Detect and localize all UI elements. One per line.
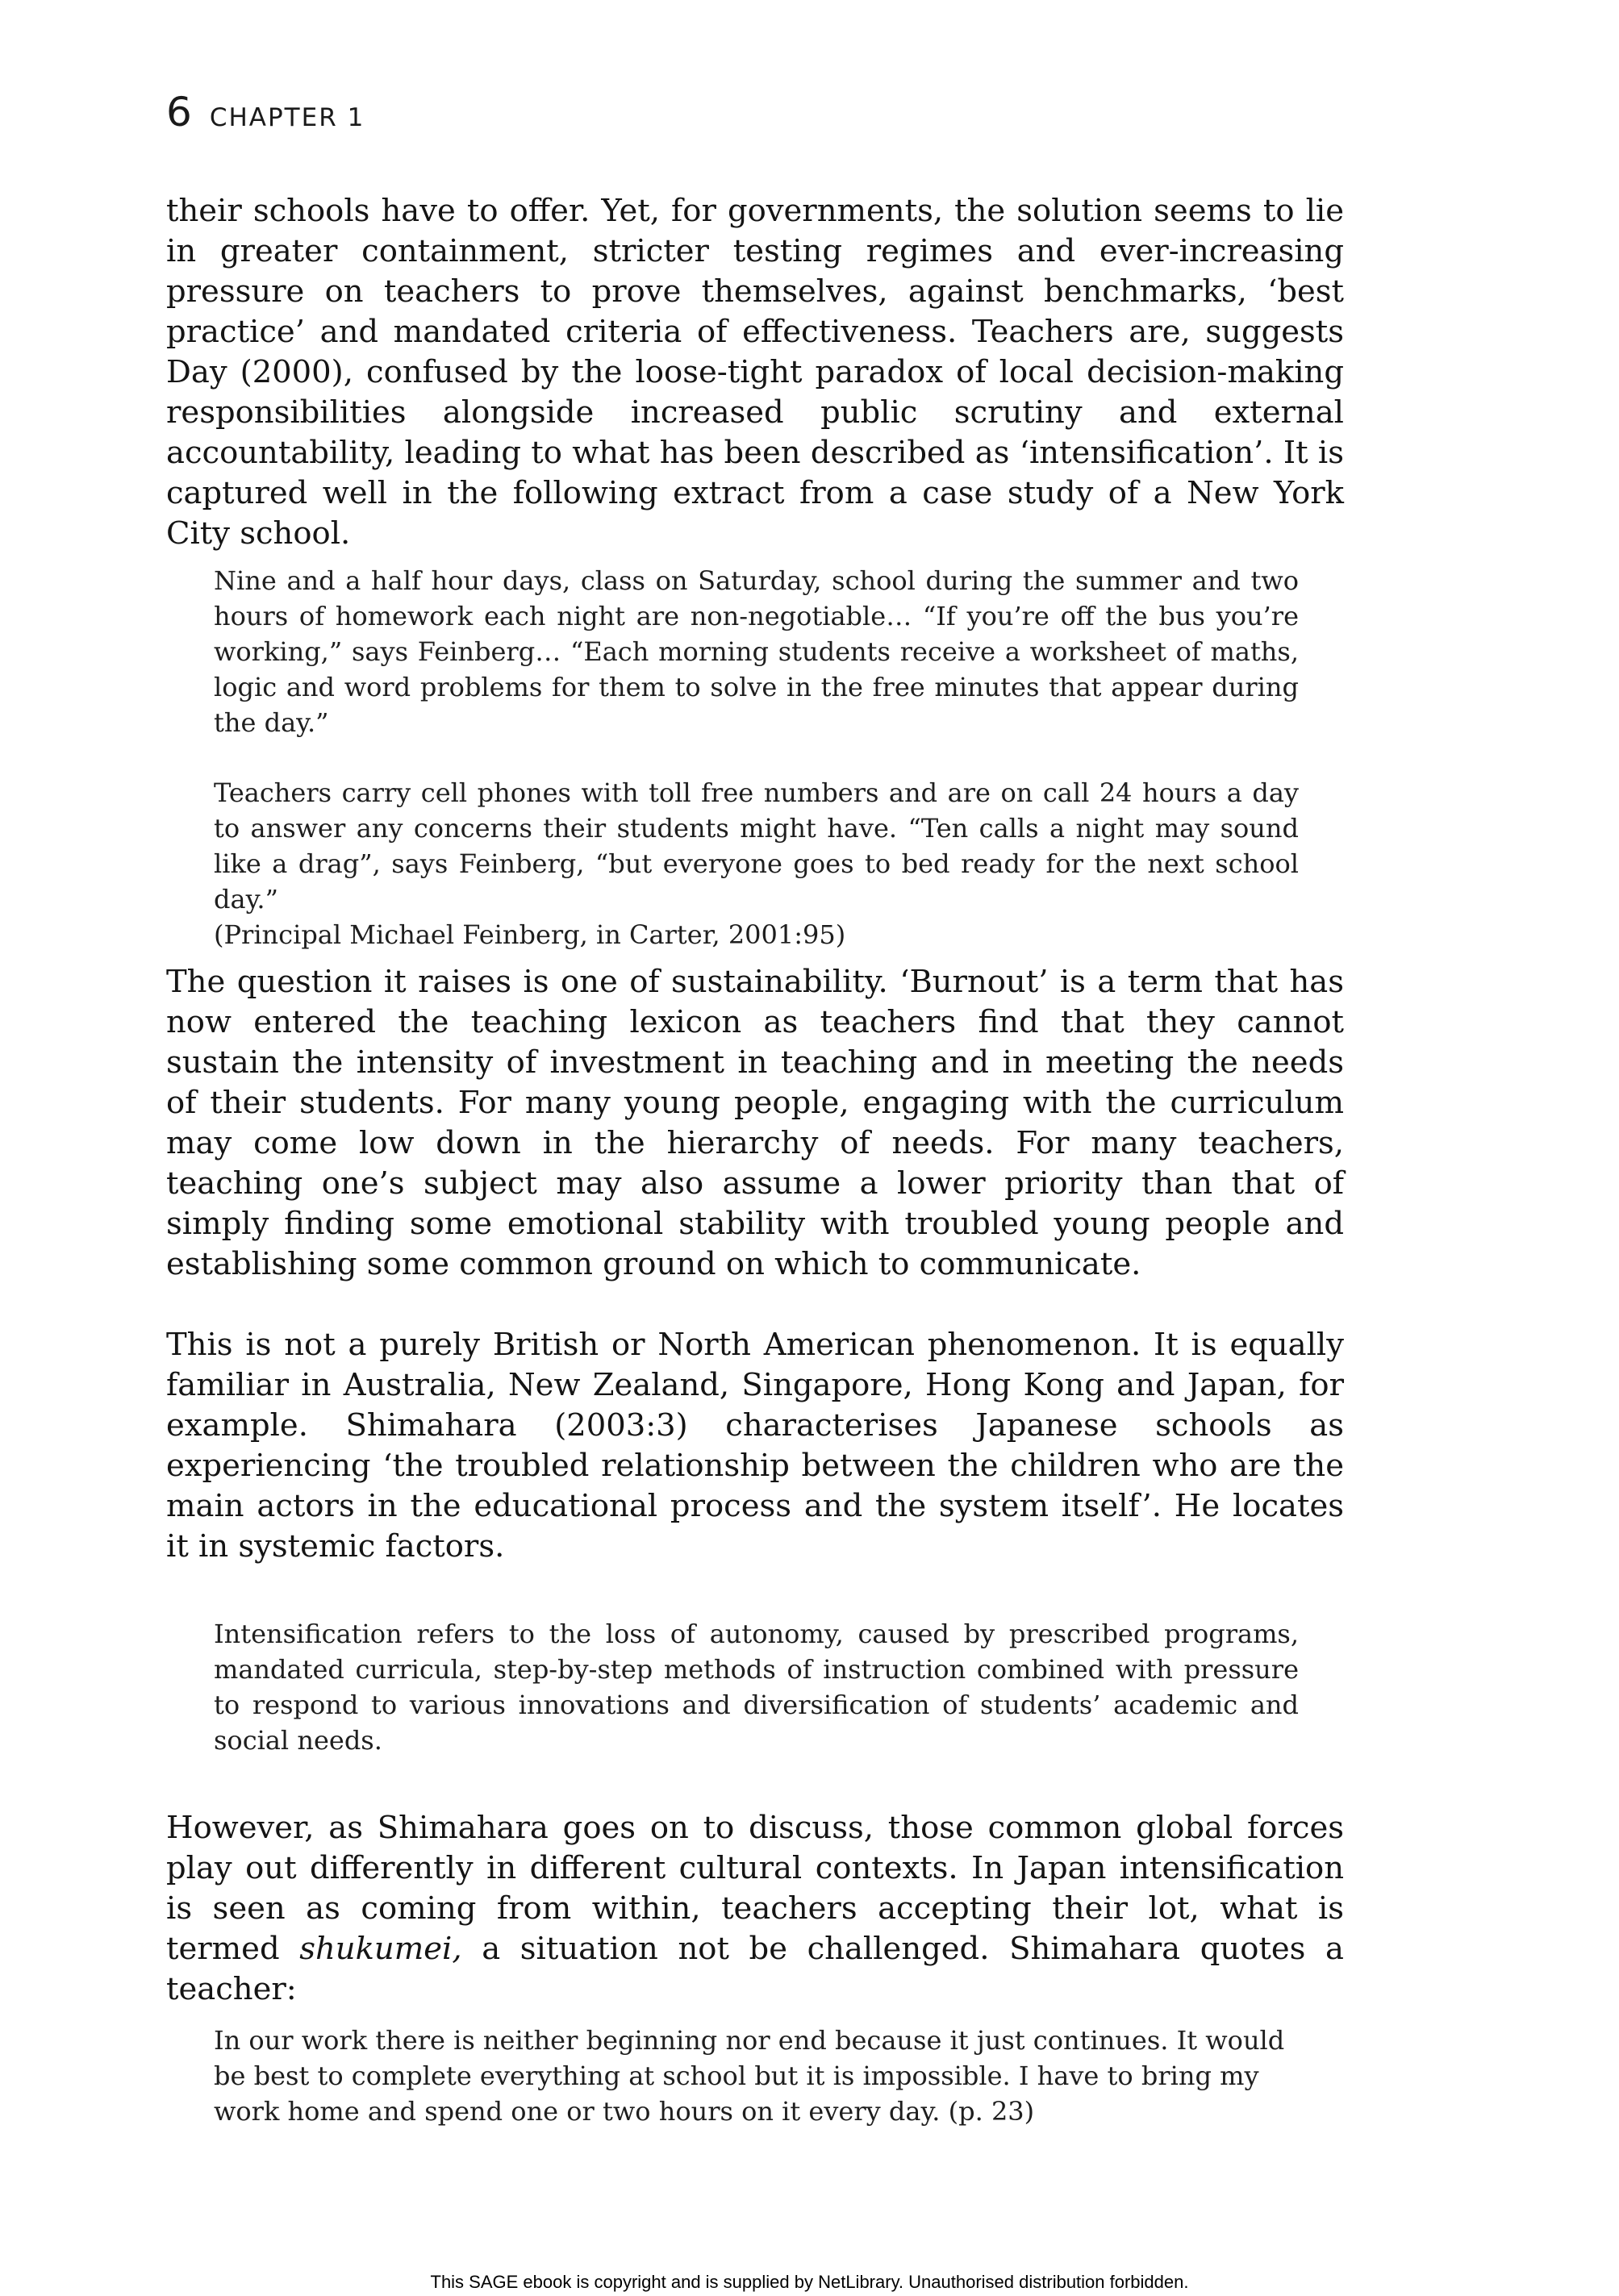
block-quote-2-citation: (Principal Michael Feinberg, in Carter, 2001:95): [214, 919, 846, 950]
body-paragraph-3: This is not a purely British or North American phenomenon. It is equally familiar in Australia, New Zealand, Singapore, Hong Kong and Japan, for example. Shimahara (2003:3) characterises Japanese schools as experiencing ‘the troubled relationship between the children who are the main actors in the educational process and the system itself’. He locates it in systemic factors.: [166, 1327, 1344, 1565]
chapter-label: CHAPTER 1: [209, 103, 365, 132]
body-paragraph-4-text-after: a situation not be challenged. Shimahara quotes a teacher:: [166, 1931, 1344, 2007]
block-quote-2: [214, 775, 1299, 952]
body-paragraph-1: their schools have to offer. Yet, for governments, the solution seems to lie in greater containment, stricter testing regimes and ever-increasing pressure on teachers to prove themselves, against benchmarks, ‘best practice’ and mandated criteria of effectiveness. Teachers are, suggests Day (2000), confused by the loose-tight paradox of local decision-making responsibilities alongside increased public scrutiny and external accountability, leading to what has been described as ‘intensification’. It is captured well in the following extract from a case study of a New York City school.: [166, 193, 1344, 552]
body-paragraph-2: The question it raises is one of sustainability. ‘Burnout’ is a term that has now entered the teaching lexicon as teachers find that they cannot sustain the intensity of investment in teaching and in meeting the needs of their students. For many young people, engaging with the curriculum may come low down in the hierarchy of needs. For many teachers, teaching one’s subject may also assume a lower priority than that of simply finding some emotional stability with troubled young people and establishing some common ground on which to communicate.: [166, 964, 1344, 1282]
body-paragraph-4: [166, 1808, 1344, 2010]
block-quote-4: In our work there is neither beginning nor end because it just continues. It would be best to complete everything at school but it is impossible. I have to bring my work home and spend one or two hours on it every day. (p. 23): [214, 2025, 1285, 2127]
running-head: [166, 89, 365, 135]
block-quote-1: Nine and a half hour days, class on Saturday, school during the summer and two hours of homework each night are non-negotiable… “If you’re off the bus you’re working,” says Feinberg… “Each morning students receive a worksheet of maths, logic and word problems for them to solve in the free minutes that appear during the day.”: [214, 565, 1299, 738]
copyright-footer: This SAGE ebook is copyright and is supplied by NetLibrary. Unauthorised distribution forbidden.: [430, 2272, 1189, 2292]
block-quote-3: Intensification refers to the loss of autonomy, caused by prescribed programs, mandated curricula, step-by-step methods of instruction combined with pressure to respond to various innovations and diversification of students’ academic and social needs.: [214, 1619, 1299, 1756]
block-quote-2-text: Teachers carry cell phones with toll free numbers and are on call 24 hours a day to answer any concerns their students might have. “Ten calls a night may sound like a drag”, says Feinberg, “but everyone goes to bed ready for the next school day.”: [214, 777, 1299, 915]
body-paragraph-4-text-before: However, as Shimahara goes on to discuss, those common global forces play out differently in different cultural contexts. In Japan intensification is seen as coming from within, teachers accepting their lot, what is termed: [166, 1810, 1344, 1967]
italic-term-shukumei: shukumei,: [299, 1931, 462, 1967]
page-number: 6: [166, 89, 192, 135]
